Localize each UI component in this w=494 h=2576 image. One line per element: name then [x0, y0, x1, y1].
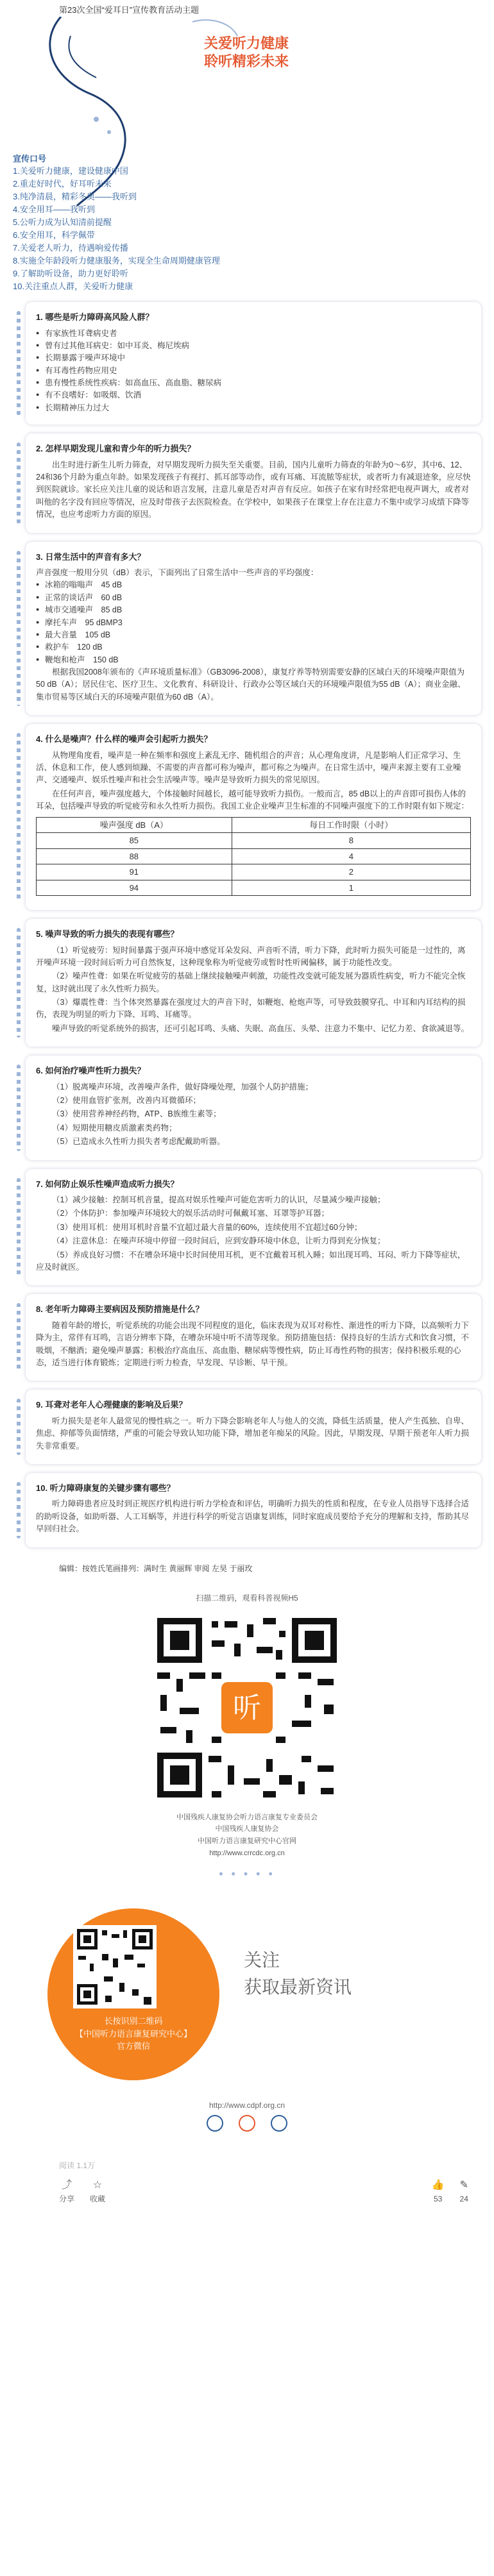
question-title: 1. 哪些是听力障碍高风险人群？ [36, 312, 154, 322]
table-row [37, 880, 471, 896]
answer-paragraph: 听力障碍患者应及时到正规医疗机构进行听力学检查和评估，明确听力损失的性质和程度，在专业人员指导下选择合适的助听设备，如助听器、人工耳蜗等，并进行科学的听觉言语康复训练，同时家庭成员要给予充分的理解和支持，帮助其尽早回归社会。 [36, 1499, 470, 1534]
favorite-label: 收藏 [90, 2194, 106, 2204]
answer-paragraph: （1）脱离噪声环境，改善噪声条件，做好降噪处理，加强个人防护措施； [52, 1082, 313, 1091]
like-count: 53 [433, 2194, 443, 2204]
share-label: 分享 [59, 2194, 75, 2204]
table-cell: 2 [232, 864, 470, 880]
editor-credits: 编辑：按姓氏笔画排列：满时生 黄丽辉 审阅 左昊 于丽玫 [59, 1563, 253, 1573]
question-title: 5. 噪声导致的听力损失的表现有哪些？ [36, 929, 179, 939]
qa-card-7 [26, 1169, 481, 1286]
qr-org-2: 中国残疾人康复协会 [215, 1825, 279, 1833]
thumb-up-icon: 👍 [431, 2180, 445, 2191]
list-item: ● 长期暴露于噪声环境中 [36, 352, 471, 364]
answer-paragraph: （4）注意休息：在噪声环境中停留一段时间后，应到安静环境中休息，让听力得到充分恢复； [52, 1236, 386, 1246]
qa-card-2 [26, 434, 481, 532]
qa-card-3 [26, 542, 481, 716]
slogan-line-2: 聆听精彩未来 [204, 53, 289, 70]
logo-icon [196, 2114, 298, 2133]
comment-icon: ✎ [459, 2180, 468, 2191]
question-title: 2. 怎样早期发现儿童和青少年的听力损失？ [36, 444, 196, 454]
question-title: 9. 耳聋对老年人心理健康的影响及后果？ [36, 1400, 187, 1410]
separator-dots: • • • • • [219, 1867, 275, 1881]
table-cell: 91 [37, 864, 232, 880]
bottom-action-bar [0, 2171, 494, 2211]
slogan-item: 7.关爱老人听力，待遇响爱传播 [13, 243, 128, 253]
qa-card-4 [26, 724, 481, 910]
qr-org-4: http://www.crrcdc.org.cn [209, 1849, 285, 1857]
slogan-line-1: 关爱听力健康 [204, 35, 289, 51]
answer-paragraph: （5）已造成永久性听力损失者考虑配戴助听器。 [52, 1137, 225, 1147]
slogan-item: 8.实施全年龄段听力健康服务，实现全生命周期健康管理 [13, 256, 220, 265]
question-title: 3. 日常生活中的声音有多大？ [36, 551, 146, 562]
like-button[interactable] [432, 2178, 445, 2205]
qr-code-icon [73, 1925, 157, 2008]
answer-paragraph: 出生时进行新生儿听力筛查，对早期发现听力损失至关重要。目前，国内儿童听力筛查的年龄为0～6岁，其中6、12、24和36个月龄为重点年龄。如果发现孩子有视打、抓耳部等动作，或有耳痛、耳流脓等症状，或者听力有减退迹象，应尽快到医院就诊。家长应关注儿童的说话和语言发展，注意儿童是否对声音有反应。如孩子在家有时经常把电视声调大，或者对叫他的名字没有回应等情况，应及时带孩子去医院检查。在学校中，如果孩子在课堂上存在注意力不集中或学习成绩下降等情况，也应考虑听力方面的原因。 [36, 460, 471, 519]
answer-paragraph: （4）短期使用糖皮质激素类药物； [52, 1123, 177, 1132]
slogan [204, 35, 289, 71]
table-header: 每日工作时限（小时） [232, 817, 470, 833]
list-item: ● 鞭炮和枪声 150 dB [36, 654, 471, 666]
list-item: ● 城市交通噪声 85 dB [36, 604, 471, 616]
table-row [37, 833, 471, 849]
table-cell: 4 [232, 848, 470, 864]
circle-line-3: 官方微信 [116, 2041, 150, 2051]
answer-paragraph: （1）减少接触：控制耳机音量，提高对娱乐性噪声可能危害听力的认识，尽量减少噪声接触； [52, 1195, 386, 1204]
slogans-list [0, 153, 494, 294]
list-item: ● 有家族性耳聋病史者 [36, 328, 471, 340]
circle-line-2: 【中国听力语言康复研究中心】 [74, 2028, 192, 2039]
follow-circle-text [47, 2015, 219, 2053]
qr-org-1: 中国残疾人康复协会听力语言康复专业委员会 [176, 1813, 318, 1821]
share-icon: ⤴ [62, 2180, 72, 2191]
qa-card-5 [26, 919, 481, 1047]
answer-paragraph: 从物理角度看，噪声是一种在频率和强度上紊乱无序、随机组合的声音；从心理角度讲，凡是影响人们正常学习、生活、休息和工作，使人感到烦躁、不需要的声音都可称为噪声，都可称之为噪声。在日常生活中，噪声来源主要有工业噪声、交通噪声、娱乐性噪声和社会生活噪声等。噪声是导致听力损失的常见原因。 [36, 750, 461, 785]
answer-paragraph: 根据我国2008年颁布的《声环境质量标准》（GB3096-2008），康复疗养等特别需要安静的区域白天的环境噪声限值为50 dB（A）；居民住宅、医疗卫生、文化教育、科研设计、行政办公等区域白天的环境噪声限值为55 dB（A）；商业金融、集市贸易等区域白天的环境噪声限值为60 dB（A）。 [36, 668, 466, 702]
answer-paragraph: 在任何声音，噪声强度越大，个体接触时间越长，越可能导致听力损伤。一般而言，85 dB以上的声音即可损伤人体的耳朵，包括噪声导致的听觉疲劳和永久性听力损伤。我国工业企业噪声卫生标准的不同噪声强度下的工作时限有如下规定： [36, 789, 470, 811]
comment-count: 24 [459, 2194, 468, 2204]
list-item: ● 摩托车声 95 dBMP3 [36, 617, 471, 629]
top-title: 第23次全国“爱耳日”宣传教育活动主题 [59, 5, 200, 15]
question-title: 4. 什么是噪声？什么样的噪声会引起听力损失？ [36, 734, 212, 745]
answer-paragraph: 听力损失是老年人最常见的慢性病之一。听力下降会影响老年人与他人的交流，降低生活质量，使人产生孤独、自卑、焦虑、抑郁等负面情绪，严重的可能会导致认知功能下降，增加老年痴呆的风险。因此，早期发现、早期干预老年人听力损失非常重要。 [36, 1416, 470, 1451]
qr-center-label: 听 [233, 1691, 261, 1724]
follow-banner [0, 1896, 494, 2152]
follow-circle [47, 1908, 219, 2080]
share-button[interactable] [59, 2178, 74, 2205]
qa-card-9 [26, 1390, 481, 1464]
answer-paragraph: （5）养成良好习惯：不在嘈杂环境中长时间使用耳机，更不宜戴着耳机入睡；如出现耳鸣、耳闷、听力下降等症状，应及时就医。 [36, 1250, 466, 1272]
list-item: ● 救护车 120 dB [36, 641, 471, 653]
partner-logos [0, 2114, 494, 2137]
slogan-item: 10.关注重点人群，关爱听力健康 [13, 282, 133, 291]
read-count: 阅读 1.1万 [59, 2161, 96, 2171]
list-item: ● 最大音量 105 dB [36, 629, 471, 641]
circle-line-1: 长按识别二维码 [104, 2016, 163, 2026]
favorite-button[interactable] [90, 2178, 105, 2205]
table-row [37, 848, 471, 864]
answer-paragraph: （3）爆震性聋：当个体突然暴露在强度过大的声音下时，如鞭炮、枪炮声等，可导致鼓膜穿孔、中耳和内耳结构的损伤，表现为明显的听力下降、耳鸣、耳痛等。 [36, 998, 466, 1020]
star-icon: ☆ [92, 2180, 103, 2191]
list-item: ● 长期精神压力过大 [36, 402, 471, 414]
qa-card-10 [26, 1473, 481, 1547]
qr-section [0, 1592, 494, 1860]
table-cell: 94 [37, 880, 232, 896]
question-title: 6. 如何治疗噪声性听力损失？ [36, 1066, 146, 1076]
list-item: ● 患有慢性系统性疾病：如高血压、高血脂、糖尿病 [36, 377, 471, 389]
noise-limit-table [36, 817, 471, 897]
slogans-title: 宣传口号 [13, 153, 47, 164]
comment-button[interactable] [460, 2178, 468, 2205]
list-item: ● 冰箱的嗡嗡声 45 dB [36, 579, 471, 591]
answer-paragraph: 声音强度一般用分贝（dB）表示，下面列出了日常生活中一些声音的平均强度： [36, 568, 319, 577]
table-cell: 8 [232, 833, 470, 849]
question-title: 7. 如何防止娱乐性噪声造成听力损失？ [36, 1179, 179, 1189]
answer-paragraph: 噪声导致的听觉系统外的损害，还可引起耳鸣、头痛、失眠、高血压、头晕、注意力不集中、记忆力差、食欲减退等。 [52, 1023, 470, 1033]
table-header: 噪声强度 dB（A） [37, 817, 232, 833]
follow-text [244, 1947, 352, 2001]
website-link[interactable]: http://www.cdpf.org.cn [209, 2101, 285, 2110]
follow-line-1: 关注 [244, 1950, 280, 1971]
slogan-item: 6.安全用耳，科学佩带 [13, 230, 95, 240]
list-item: ● 正常的谈话声 60 dB [36, 592, 471, 604]
question-title: 10. 听力障碍康复的关键步骤有哪些？ [36, 1483, 175, 1493]
table-cell: 1 [232, 880, 470, 896]
qr-caption: 扫描二维码，观看科普视频H5 [196, 1593, 298, 1603]
qa-card-8 [26, 1294, 481, 1381]
list-item: ● 有耳毒性药物应用史 [36, 365, 471, 377]
answer-paragraph: （1）听觉疲劳：短时间暴露于强声环境中感觉耳朵发闷、声音听不清，听力下降，此时听力损失可能是一过性的，离开噪声环境一段时间后听力可自然恢复，这种现象称为听觉疲劳或暂时性听阈偏移，属于功能性改变。 [36, 945, 466, 967]
slogan-item: 2.重走好时代，好耳听未来 [13, 179, 112, 189]
answer-paragraph: （3）使用营养神经药物，ATP、B族维生素等； [52, 1109, 221, 1119]
qr-org-3: 中国听力语言康复研究中心官网 [198, 1837, 296, 1845]
follow-line-2: 获取最新资讯 [244, 1977, 352, 1998]
wechat-qr-code[interactable] [73, 1925, 157, 2008]
answer-paragraph: （2）个体防护：参加噪声环境较大的娱乐活动时可佩戴耳塞、耳罩等护耳器； [52, 1209, 329, 1218]
qr-code-image[interactable] [151, 1612, 343, 1804]
slogan-item: 3.纯净清晨，精彩冬奥——我听到 [13, 192, 137, 201]
qa-card-6 [26, 1056, 481, 1159]
list-item: ● 有不良嗜好：如吸烟、饮酒 [36, 389, 471, 401]
question-title: 8. 老年听力障碍主要病因及预防措施是什么？ [36, 1304, 204, 1315]
answer-paragraph: 随着年龄的增长，听觉系统的功能会出现不同程度的退化，临床表现为双耳对称性、渐进性的听力下降，以高频听力下降为主，常伴有耳鸣，言语分辨率下降，在嘈杂环境中听不清等现象。预防措施包括：保持良好的生活方式和饮食习惯，不吸烟，不酗酒；避免噪声暴露；积极治疗高血压、高血脂、糖尿病等慢性病，防止耳毒性药物的损害；保持积极乐观的心态，适当进行体育锻炼；定期进行听力检查，早发现、早诊断、早干预。 [36, 1320, 470, 1367]
qa-card-1 [26, 302, 481, 425]
answer-paragraph: （2）使用血管扩张剂，改善内耳微循环； [52, 1096, 201, 1105]
answer-paragraph: （2）噪声性聋：如果在听觉疲劳的基础上继续接触噪声刺激，功能性改变就可能发展为器质性病变，听力不能完全恢复，这时就出现了永久性听力损失。 [36, 972, 466, 993]
slogan-item: 5.公听力成为认知清前提醒 [13, 217, 112, 227]
list-item: ● 曾有过其他耳病史：如中耳炎、梅尼埃病 [36, 340, 471, 352]
table-cell: 85 [37, 833, 232, 849]
slogan-item: 1.关爱听力健康，建设健康中国 [13, 166, 128, 176]
table-cell: 88 [37, 848, 232, 864]
answer-paragraph: （3）使用耳机：使用耳机时音量不宜超过最大音量的60%，连续使用不宜超过60分钟； [52, 1222, 362, 1232]
slogan-item: 9.了解助听设备，助力更好聆听 [13, 269, 128, 278]
qr-code-icon [151, 1612, 343, 1804]
slogan-item: 4.安全用耳——我听到 [13, 205, 95, 214]
table-row [37, 864, 471, 880]
